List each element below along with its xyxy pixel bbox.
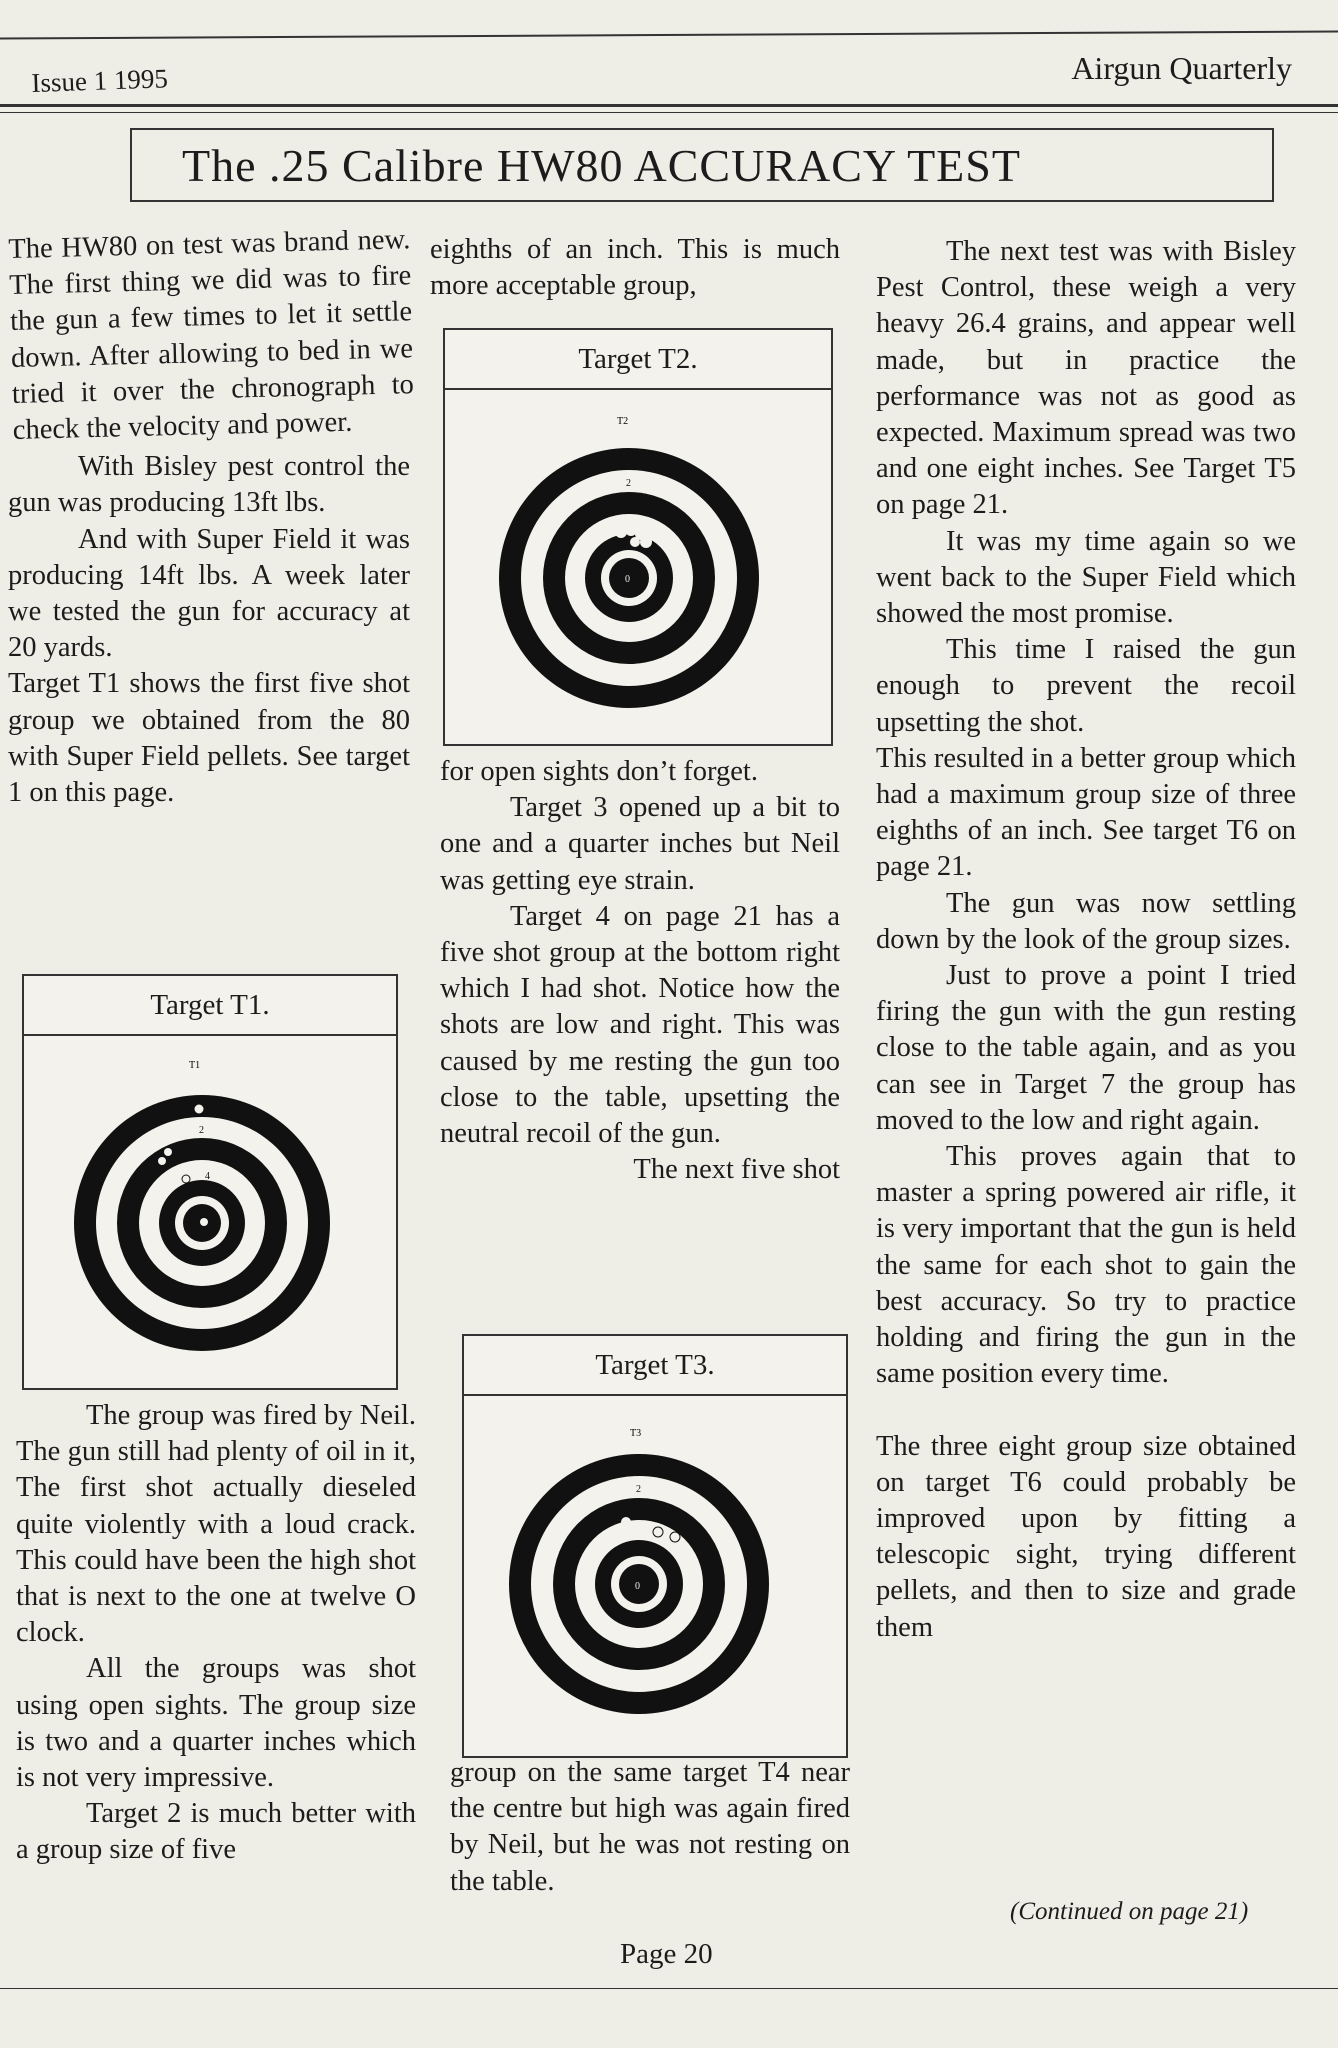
ring-number: 4 [205,1171,210,1182]
target-t2-image [445,390,831,744]
paragraph: The group was fired by Neil. The gun still had plenty of oil in it, The first shot actually dieseled quite violently with a loud crack. This could have been the high shot that is next to the one at twelve O clock. [16,1400,416,1649]
target-t1-image [24,1036,396,1388]
ring-number: 2 [626,478,631,489]
paragraph: The next test was with Bisley Pest Control, these weigh a very heavy 26.4 grains, and appear well made, but in practice the performance was not as good as expected. Maximum spread was two and one eight inches. See Target T5 on page 21. [876,236,1296,521]
paragraph: All the groups was shot using open sights. The group size is two and a quarter inches which is not very impressive. [16,1653,416,1794]
paragraph: With Bisley pest control the gun was producing 13ft lbs. [8,451,410,519]
article-title: The .25 Calibre HW80 ACCURACY TEST [130,128,1274,202]
target-t3-image [464,1396,846,1756]
ring-number: 2 [636,1484,641,1495]
paragraph: And with Super Field it was producing 14ft lbs. A week later we tested the gun for accuracy at 20 yards. [8,523,410,664]
column-3 [876,234,1296,1646]
column-1 [8,224,415,811]
target-mark: T1 [189,1060,201,1071]
paragraph: The gun was now settling down by the look of the group sizes. [876,887,1296,955]
page-number: Page 20 [620,1938,713,1970]
figure-target-t2 [443,328,833,746]
paragraph: for open sights don’t forget. [440,756,758,787]
continued-note: (Continued on page 21) [1010,1898,1249,1925]
paragraph: The next five shot [633,1154,840,1186]
paragraph: This proves again that to master a spring powered air rifle, it is very important that the gun is held the same for each shot to gain the best accuracy. So try to practice holding and firing the gun in the same position every time. [876,1141,1296,1390]
figure-caption: Target T2. [445,330,831,390]
column-2-bottom [450,1755,850,1900]
figure-target-t1 [22,974,398,1390]
ring-number: 0 [635,1581,640,1592]
footer-rule [0,1988,1338,1989]
paragraph: Target 3 opened up a bit to one and a quarter inches but Neil was getting eye strain. [440,792,840,896]
top-rule [0,30,1338,39]
column-2-continued [440,754,840,1188]
paragraph: The three eight group size obtained on target T6 could probably be improved upon by fitting a telescopic sight, trying different pellets, and then to size and grade them [876,1430,1296,1643]
paragraph: It was my time again so we went back to the Super Field which showed the most promise. [876,525,1296,630]
header-rule [0,104,1338,107]
paragraph: This time I raised the gun enough to prevent the recoil upsetting the shot. [876,634,1296,738]
ring-number: 2 [199,1125,204,1136]
issue-label: Issue 1 1995 [30,63,169,99]
column-1-continued [16,1398,416,1869]
figure-target-t3 [462,1334,848,1758]
paragraph: Target T1 shows the first five shot group we obtained from the 80 with Super Field pellets. See target 1 on this page. [8,668,410,809]
header-rule-thin [0,112,1338,113]
column-2 [430,232,840,304]
paragraph: Target 2 is much better with a group size of five [16,1798,416,1866]
target-mark: T2 [617,416,629,427]
ring-number: 0 [625,574,630,585]
paragraph: Just to prove a point I tried firing the gun with the gun resting close to the table again, and as you can see in Target 7 the group has moved to the low and right again. [876,960,1296,1136]
figure-caption: Target T3. [464,1336,846,1396]
figure-caption: Target T1. [24,976,396,1036]
paragraph: eighths of an inch. This is much more acceptable group, [430,234,840,302]
paragraph: This resulted in a better group which had a maximum group size of three eighths of an inch. See target T6 on page 21. [876,742,1296,883]
target-mark: T3 [630,1428,642,1439]
paragraph: The HW80 on test was brand new. The first thing we did was to fire the gun a few times to let it settle down. After allowing to bed in we tried it over the chronograph to check the velocity and power. [8,224,415,446]
paragraph: group on the same target T4 near the centre but high was again fired by Neil, but he was not resting on the table. [450,1757,850,1897]
paragraph: Target 4 on page 21 has a five shot group at the bottom right which I had shot. Notice how the shots are low and right. This was caused by me resting the gun too close to the table, upsetting the neutral recoil of the gun. [440,900,840,1150]
magazine-name: Airgun Quarterly [1071,50,1292,86]
